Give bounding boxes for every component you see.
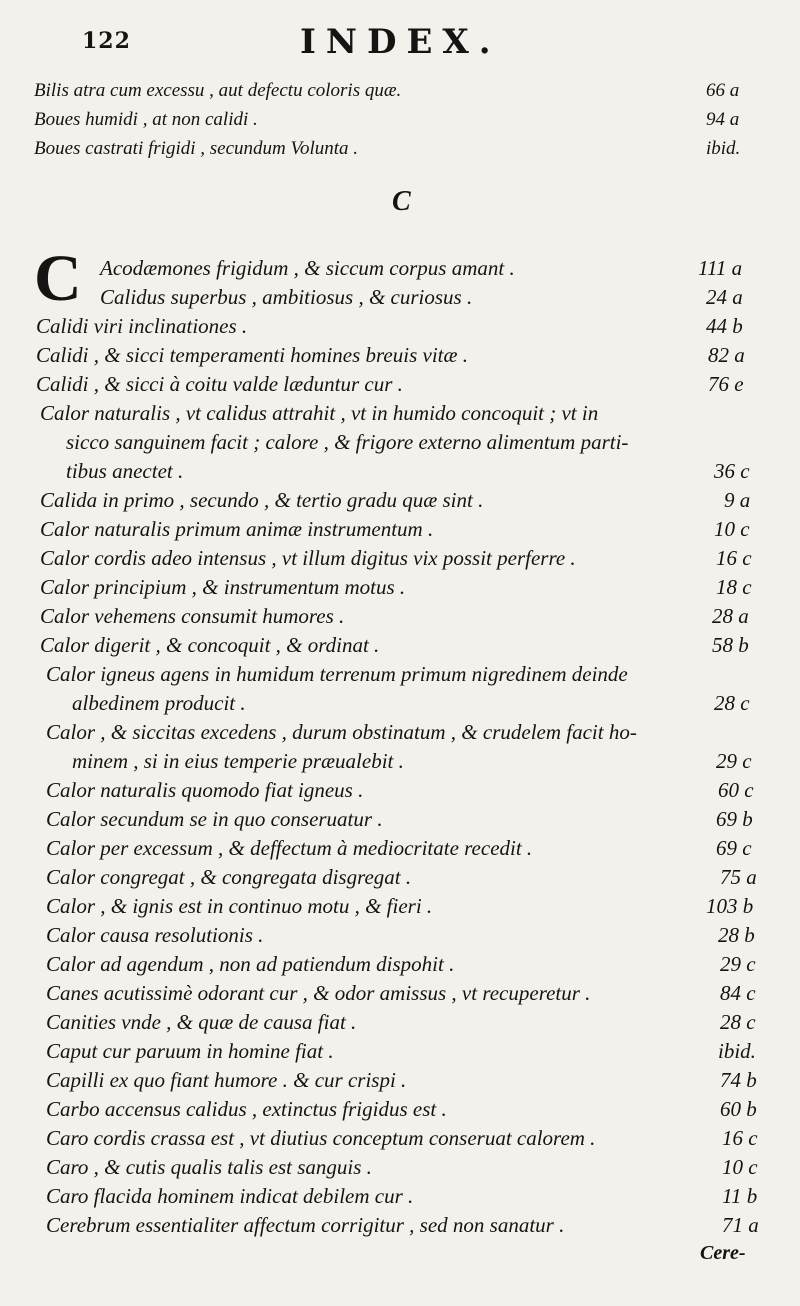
entry-line: Calor naturalis , vt calidus attrahit , vt in humido concoquit ; vt in [40,401,599,425]
entry-line: Calor , & siccitas excedens , durum obstinatum , & crudelem facit ho- [46,720,637,744]
entry-text: Canities vnde , & quæ de causa fiat . [46,1010,357,1034]
entry-reference: 44 b [706,314,743,338]
entry-reference: 10 c [722,1155,758,1179]
entry-reference: 75 a [720,865,757,889]
entry-text: Calor cordis adeo intensus , vt illum digitus vix possit perferre . [40,546,576,570]
drop-cap: C [34,242,82,315]
page-number: 122 [82,28,131,54]
entry-text: Calor causa resolutionis . [46,923,264,947]
entry-reference: 94 a [706,109,740,130]
entry-reference: 69 c [716,836,752,860]
entry-reference: 28 c [720,1010,756,1034]
entry-text: Boues humidi , at non calidi . [34,109,258,130]
entry-text: Calor congregat , & congregata disgregat . [46,865,412,889]
entry-reference: 82 a [708,343,745,367]
entry-reference: ibid. [718,1039,756,1063]
entry-text: Caro cordis crassa est , vt diutius conceptum conseruat calorem . [46,1126,596,1150]
page-header [82,22,760,66]
entry-reference: 18 c [716,575,752,599]
entry-reference: 24 a [706,285,743,309]
entry-text: Carbo accensus calidus , extinctus frigidus est . [46,1097,447,1121]
entry-text: Calor secundum se in quo conseruatur . [46,807,383,831]
entry-text: tibus anectet . [66,459,184,483]
entry-text: Calor principium , & instrumentum motus . [40,575,406,599]
entry-text: Acodæmones frigidum , & siccum corpus amant . [100,256,515,280]
entry-text: Calor vehemens consumit humores . [40,604,345,628]
entry-reference: 28 a [712,604,749,628]
entry-line: Calor igneus agens in humidum terrenum primum nigredinem deinde [46,662,628,686]
entry-text: Caro , & cutis qualis talis est sanguis . [46,1155,372,1179]
entry-reference: 69 b [716,807,753,831]
entry-text: Calor per excessum , & deffectum à mediocritate recedit . [46,836,533,860]
entry-reference: 111 a [698,256,743,280]
entry-reference: 103 b [706,894,754,918]
entry-text: Canes acutissimè odorant cur , & odor amissus , vt recuperetur . [46,981,591,1005]
entry-text: Calor naturalis quomodo fiat igneus . [46,778,364,802]
entry-reference: 11 b [722,1184,758,1208]
entry-text: Caro flacida hominem indicat debilem cur . [46,1184,414,1208]
entry-reference: 16 c [722,1126,758,1150]
entry-text: Bilis atra cum excessu , aut defectu coloris quæ. [34,80,402,101]
entry-reference: 28 c [714,691,750,715]
entry-text: Caput cur paruum in homine fiat . [46,1039,334,1063]
entry-reference: 71 a [722,1213,759,1237]
section-letter: C [392,186,411,217]
entry-reference: 84 c [720,981,756,1005]
entry-reference: 9 a [724,488,751,512]
entry-text: Calidi viri inclinationes . [36,314,248,338]
entry-text: Capilli ex quo fiant humore . & cur crispi . [46,1068,407,1092]
entry-line: sicco sanguinem facit ; calore , & frigore externo alimentum parti- [66,430,629,454]
entry-text: Calida in primo , secundo , & tertio gradu quæ sint . [40,488,484,512]
catchword: Cere- [700,1242,746,1264]
entry-reference: 29 c [720,952,756,976]
entry-text: Calor naturalis primum animæ instrumentum . [40,517,434,541]
entry-text: Calidi , & sicci à coitu valde læduntur cur . [36,372,403,396]
entry-reference: 76 e [708,372,744,396]
entry-reference: 36 c [714,459,750,483]
entry-reference: 10 c [714,517,750,541]
entry-reference: 29 c [716,749,752,773]
entry-reference: 66 a [706,80,740,101]
entry-text: Calor digerit , & concoquit , & ordinat . [40,633,380,657]
entry-text: Boues castrati frigidi , secundum Volunta . [34,138,359,159]
entry-text: minem , si in eius temperie præualebit . [72,749,404,773]
entry-reference: 60 c [718,778,754,802]
entry-reference: 16 c [716,546,752,570]
running-title: INDEX. [300,22,501,62]
entry-reference: 60 b [720,1097,757,1121]
entry-text: Calidi , & sicci temperamenti homines breuis vitæ . [36,343,469,367]
entry-reference: 74 b [720,1068,757,1092]
entry-reference: ibid. [706,138,741,159]
entry-text: albedinem producit . [72,691,246,715]
entry-text: Calidus superbus , ambitiosus , & curiosus . [100,285,473,309]
entry-reference: 58 b [712,633,749,657]
entry-text: Calor , & ignis est in continuo motu , & fieri . [46,894,433,918]
entry-reference: 28 b [718,923,755,947]
entry-text: Cerebrum essentialiter affectum corrigitur , sed non sanatur . [46,1213,565,1237]
entry-text: Calor ad agendum , non ad patiendum dispohit . [46,952,455,976]
